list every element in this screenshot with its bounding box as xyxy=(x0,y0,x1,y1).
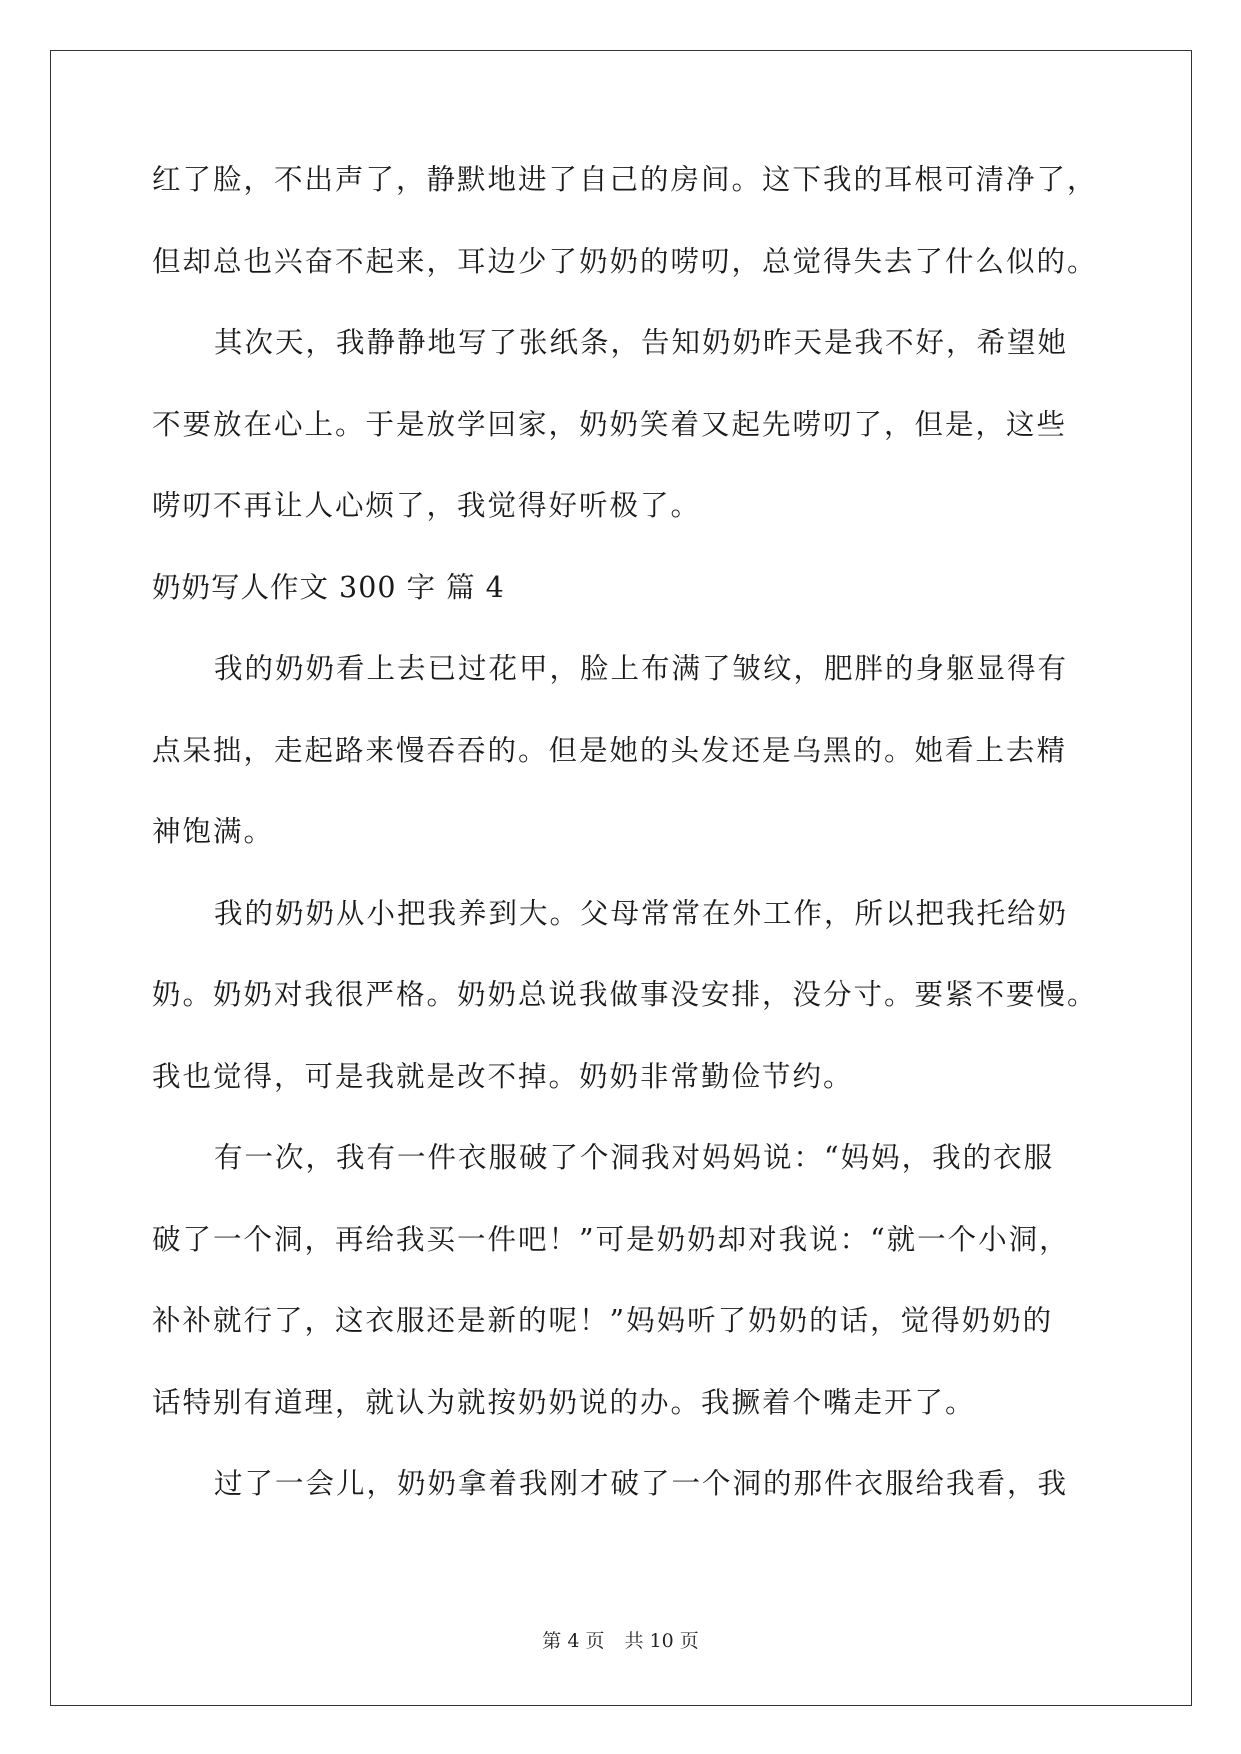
text-line: 不要放在心上。于是放学回家，奶奶笑着又起先唠叨了，但是，这些 xyxy=(152,407,1068,441)
paragraph-start-line: 其次天，我静静地写了张纸条，告知奶奶昨天是我不好，希望她 xyxy=(214,326,1069,359)
text-line: 补补就行了，这衣服还是新的呢！”妈妈听了奶奶的话，觉得奶奶的 xyxy=(152,1304,1054,1337)
page-total: 共 10 页 xyxy=(624,1630,699,1652)
text-line: 破了一个洞，再给我买一件吧！”可是奶奶却对我说：“就一个小洞， xyxy=(152,1222,1070,1256)
page-number: 第 4 页 xyxy=(542,1630,605,1652)
paragraph-start-line: 过了一会儿，奶奶拿着我刚才破了一个洞的那件衣服给我看，我 xyxy=(214,1467,1069,1500)
text-line: 神饱满。 xyxy=(152,815,275,848)
text-line: 但却总也兴奋不起来，耳边少了奶奶的唠叨，总觉得失去了什么似的。 xyxy=(152,244,1098,278)
text-line: 我也觉得，可是我就是改不掉。奶奶非常勤俭节约。 xyxy=(152,1059,854,1093)
paragraph-start-line: 我的奶奶看上去已过花甲，脸上布满了皱纹，肥胖的身躯显得有 xyxy=(214,652,1069,685)
paragraph-start-line: 有一次，我有一件衣服破了个洞我对妈妈说：“妈妈，我的衣服 xyxy=(214,1141,1055,1174)
text-line: 红了脸，不出声了，静默地进了自己的房间。这下我的耳根可清净了， xyxy=(152,163,1098,196)
paragraph-start-line: 我的奶奶从小把我养到大。父母常常在外工作，所以把我托给奶 xyxy=(214,896,1069,930)
text-line: 话特别有道理，就认为就按奶奶说的办。我撅着个嘴走开了。 xyxy=(152,1385,976,1419)
page-footer xyxy=(0,1626,1241,1653)
text-line: 唠叨不再让人心烦了，我觉得好听极了。 xyxy=(152,489,702,522)
text-line: 点呆拙，走起路来慢吞吞的。但是她的头发还是乌黑的。她看上去精 xyxy=(152,733,1068,767)
document-body xyxy=(152,160,1098,1546)
text-line: 奶。奶奶对我很严格。奶奶总说我做事没安排，没分寸。要紧不要慢。 xyxy=(152,978,1098,1011)
section-heading: 奶奶写人作文 300 字 篇 4 xyxy=(152,570,505,604)
